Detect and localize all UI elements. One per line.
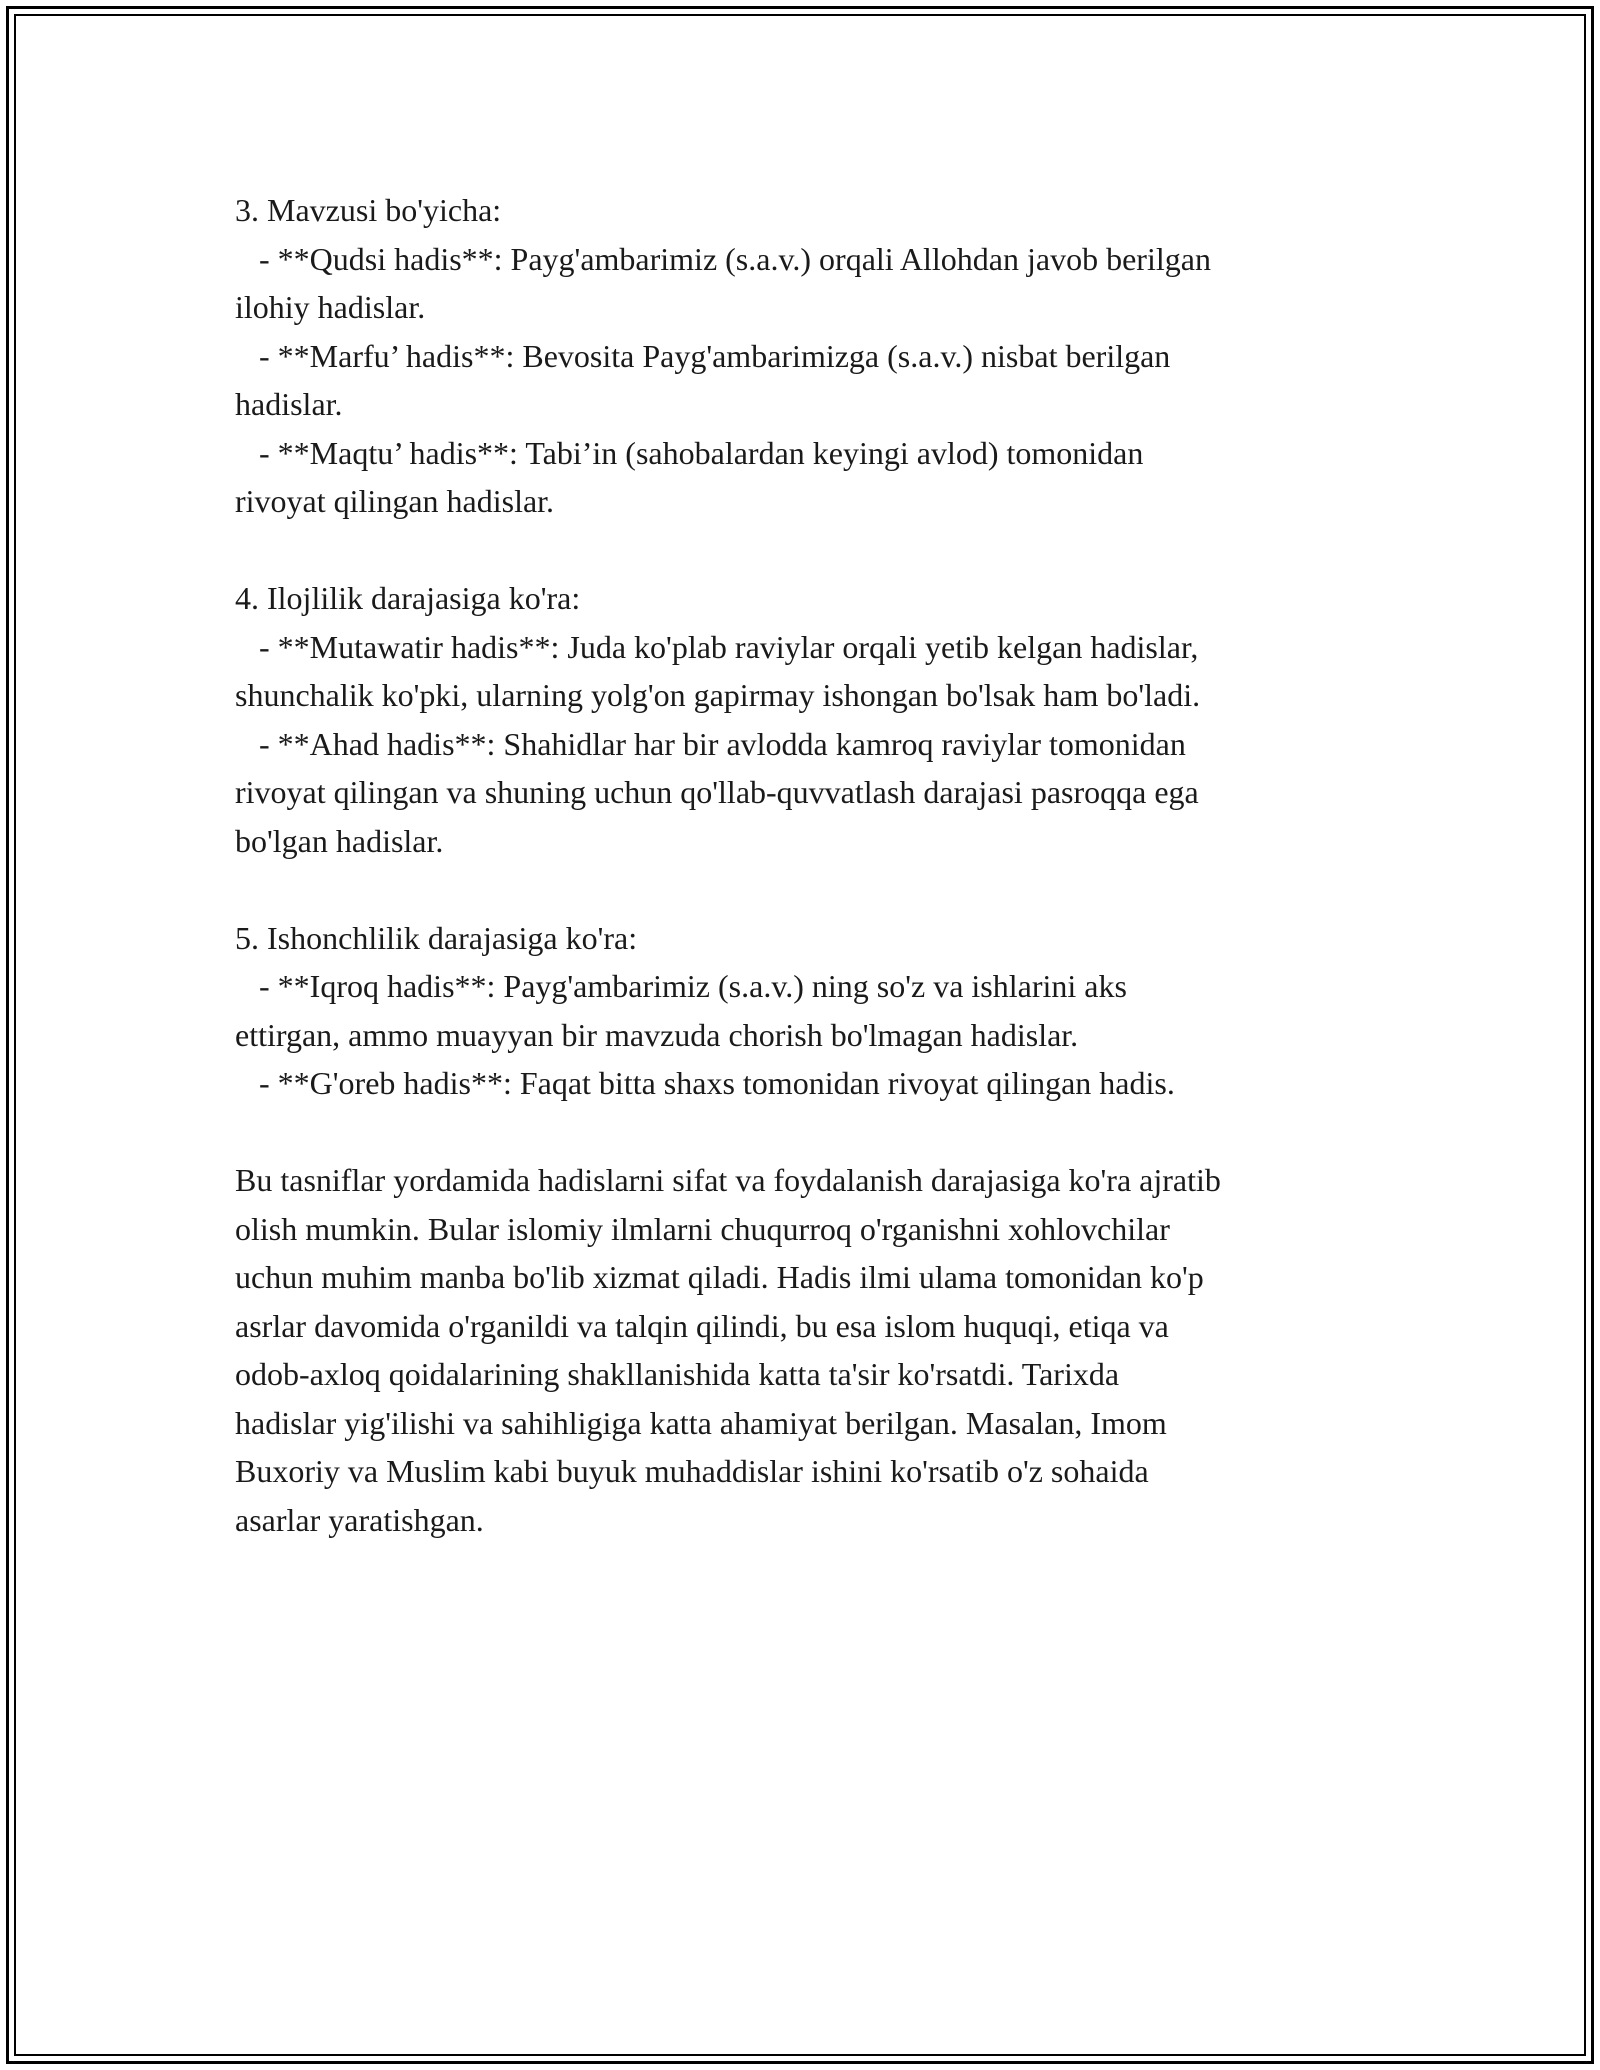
section-by-reliability <box>235 914 1395 1108</box>
list-item-line: - **Iqroq hadis**: Payg'ambarimiz (s.a.v.) ning so'z va ishlarini aks <box>235 968 1127 1004</box>
section-by-topic <box>235 186 1395 526</box>
list-item-line: rivoyat qilingan va shuning uchun qo'llab-quvvatlash darajasi pasroqqa ega <box>235 774 1199 810</box>
paragraph-line: Buxoriy va Muslim kabi buyuk muhaddislar ishini ko'rsatib o'z sohaida <box>235 1453 1149 1489</box>
paragraph-line: uchun muhim manba bo'lib xizmat qiladi. Hadis ilmi ulama tomonidan ko'p <box>235 1259 1204 1295</box>
list-item-line: hadislar. <box>235 386 343 422</box>
list-item-line: - **Maqtu’ hadis**: Tabi’in (sahobalardan keyingi avlod) tomonidan <box>235 434 1144 471</box>
list-item-line: - **Marfu’ hadis**: Bevosita Payg'ambarimizga (s.a.v.) nisbat berilgan <box>235 337 1171 374</box>
conclusion-paragraph <box>235 1156 1395 1544</box>
paragraph-line: odob-axloq qoidalarining shakllanishida katta ta'sir ko'rsatdi. Tarixda <box>235 1356 1120 1392</box>
list-item-line: - **Qudsi hadis**: Payg'ambarimiz (s.a.v.) orqali Allohdan javob berilgan <box>235 240 1211 277</box>
list-item-line: shunchalik ko'pki, ularning yolg'on gapirmay ishongan bo'lsak ham bo'ladi. <box>235 677 1201 713</box>
list-item-line: - **Mutawatir hadis**: Juda ko'plab raviylar orqali yetib kelgan hadislar, <box>235 628 1199 665</box>
document-body <box>235 186 1395 1593</box>
section-heading: 3. Mavzusi bo'yicha: <box>235 192 502 228</box>
section-heading: 5. Ishonchlilik darajasiga ko'ra: <box>235 919 638 956</box>
section-by-transmission <box>235 574 1395 865</box>
section-heading: 4. Ilojlilik darajasiga ko'ra: <box>235 580 581 616</box>
paragraph-line: olish mumkin. Bular islomiy ilmlarni chuqurroq o'rganishni xohlovchilar <box>235 1210 1170 1247</box>
list-item-line: rivoyat qilingan hadislar. <box>235 483 555 519</box>
paragraph-line: Bu tasniflar yordamida hadislarni sifat va foydalanish darajasiga ko'ra ajratib <box>235 1162 1221 1198</box>
list-item-line: ilohiy hadislar. <box>235 289 426 325</box>
list-item-line: - **Ahad hadis**: Shahidlar har bir avlodda kamroq raviylar tomonidan <box>235 725 1186 762</box>
paragraph-line: hadislar yig'ilishi va sahihligiga katta ahamiyat berilgan. Masalan, Imom <box>235 1404 1167 1441</box>
list-item-line: bo'lgan hadislar. <box>235 822 444 859</box>
paragraph-line: asrlar davomida o'rganildi va talqin qilindi, bu esa islom huquqi, etiqa va <box>235 1307 1169 1344</box>
list-item-line: ettirgan, ammo muayyan bir mavzuda chorish bo'lmagan hadislar. <box>235 1016 1079 1053</box>
paragraph-line: asarlar yaratishgan. <box>235 1501 484 1538</box>
list-item-line: - **G'oreb hadis**: Faqat bitta shaxs tomonidan rivoyat qilingan hadis. <box>235 1065 1175 1101</box>
